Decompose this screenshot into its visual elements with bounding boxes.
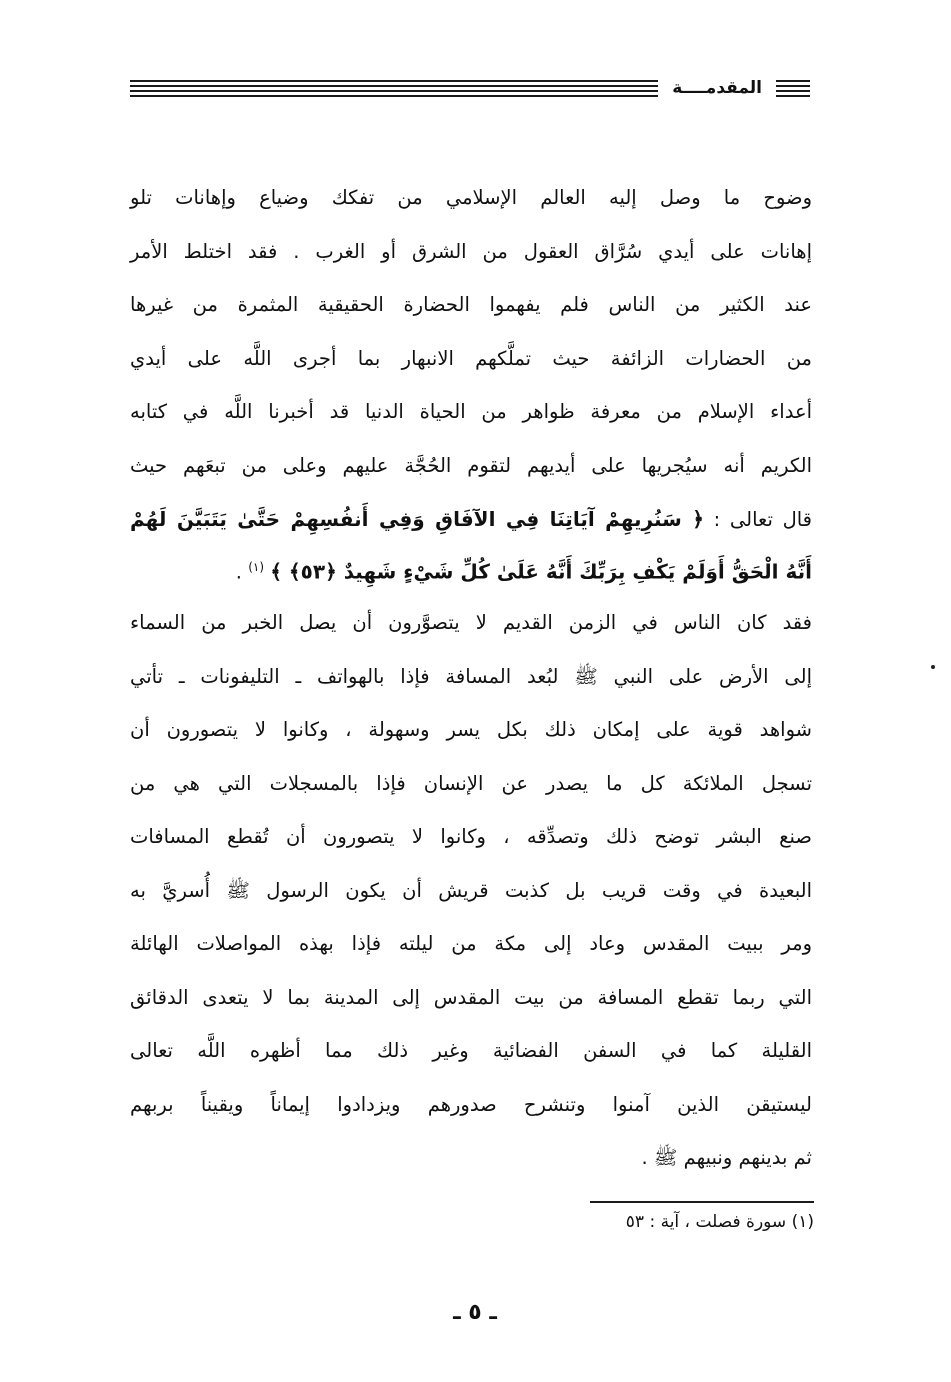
footnote-separator [590, 1201, 814, 1203]
text-line: الكريم أنه سيُجريها على أيديهم لتقوم الحُجَّة عليهم وعلى من تبعَهم حيث [130, 453, 812, 477]
page-header [130, 74, 810, 102]
verse-line-2 [130, 545, 812, 601]
header-ornament-right [776, 80, 810, 97]
text-line: التي ربما تقطع المسافة من بيت المقدس إلى المدينة بما لا يتعدى الدقائق [130, 985, 812, 1009]
text-line: القليلة كما في السفن الفضائية وغير ذلك مما أظهره اللَّه تعالى [130, 1039, 812, 1062]
text-line: إهانات على أيدي سُرَّاق العقول من الشرق أو الغرب . فقد اختلط الأمر [130, 239, 812, 263]
verse-intro: قال تعالى : [713, 508, 813, 531]
running-head: المقدمــــة [672, 78, 762, 98]
text-line: ومر ببيت المقدس وعاد إلى مكة من ليلته فإذا بهذه المواصلات الهائلة [130, 932, 812, 955]
footnote-reference: (١) [248, 560, 265, 574]
text-line: أعداء الإسلام من معرفة ظواهر من الحياة الدنيا قد أخبرنا اللَّه في كتابه [130, 400, 812, 423]
page-number: ـ ٥ ـ [453, 1300, 497, 1325]
verse-end-punctuation: . [235, 560, 242, 584]
quran-verse-part-2: أَنَّهُ الْحَقُّ أَوَلَمْ يَكْفِ بِرَبِّكَ أَنَّهُ عَلَىٰ كُلِّ شَيْءٍ شَهِيدٌ ﴿٥٣﴾ ﴾ [270, 559, 812, 584]
main-text [130, 176, 812, 1190]
text-line: فقد كان الناس في الزمن القديم لا يتصوَّرون أن يصل الخبر من السماء [130, 611, 812, 634]
text-line: ثم بدينهم ونبيهم ﷺ . [641, 1146, 812, 1169]
text-line: إلى الأرض على النبي ﷺ لبُعد المسافة فإذا بالهواتف ـ التليفونات ـ تأتي [130, 664, 812, 688]
text-line: البعيدة في وقت قريب بل كذبت قريش أن يكون الرسول ﷺ أُسريَّ به [130, 878, 812, 902]
text-line: من الحضارات الزائفة حيث تملَّكهم الانبهار بما أجرى اللَّه على أيدي [130, 346, 812, 370]
scan-speck [931, 665, 935, 669]
footnote: (١) سورة فصلت ، آية : ٥٣ [625, 1212, 814, 1232]
text-line: وضوح ما وصل إليه العالم الإسلامي من تفكك وضياع وإهانات تلو [130, 186, 812, 209]
quran-verse-part-1: ﴿ سَنُرِيهِمْ آيَاتِنَا فِي الآفَاقِ وَفِي أَنفُسِهِمْ حَتَّىٰ يَتَبَيَّنَ لَهُمْ [130, 507, 704, 531]
text-line: صنع البشر توضح ذلك وتصدِّقه ، وكانوا لا يتصورون أن تُقطع المسافات [130, 825, 812, 848]
text-line: عند الكثير من الناس فلم يفهموا الحضارة الحقيقية المثمرة من غيرها [130, 293, 812, 316]
verse-line-1 [130, 497, 812, 545]
header-rule [130, 80, 658, 97]
text-line: تسجل الملائكة كل ما يصدر عن الإنسان فإذا بالمسجلات التي هي من [130, 771, 812, 795]
text-line: شواهد قوية على إمكان ذلك بكل يسر وسهولة ، وكانوا لا يتصورون أن [130, 718, 812, 741]
text-line: ليستيقن الذين آمنوا وتنشرح صدورهم ويزدادوا إيماناً ويقيناً بربهم [130, 1092, 812, 1116]
